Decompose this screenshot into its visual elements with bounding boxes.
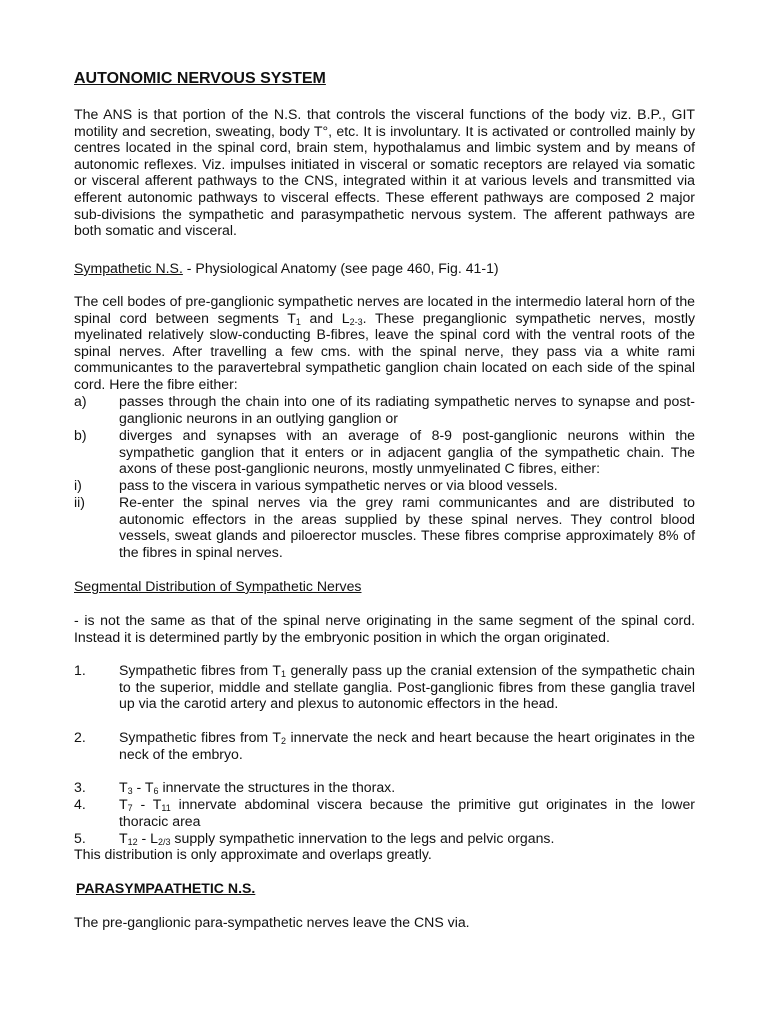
- sympathetic-paragraph: [74, 293, 695, 393]
- subscript: 11: [161, 803, 171, 813]
- text-run: innervate abdominal viscera because the primitive gut originates in the lower thoracic area: [119, 796, 695, 829]
- list-item: [74, 494, 695, 560]
- list-marker: ii): [74, 494, 85, 510]
- list-item-text: [119, 830, 695, 847]
- subscript: 2: [281, 736, 287, 746]
- text-run: and L: [300, 309, 350, 326]
- text-run: T: [119, 779, 128, 795]
- intro-paragraph: The ANS is that portion of the N.S. that controls the visceral functions of the body viz. B.P., GIT motility and secretion, sweating, body T°, etc. It is involuntary. It is activated or controlled mainly by centres located in the spinal cord, brain stem, hypothalamus and limbic system and by means of autonomic reflexes. Viz. impulses initiated in visceral or somatic receptors are relayed via somatic or visceral afferent pathways to the CNS, integrated within it at various levels and transmitted via efferent autonomic pathways to visceral effects. These efferent pathways are composed 2 major sub-divisions the sympathetic and parasympathetic nervous system. The afferent pathways are both somatic and visceral.: [74, 106, 695, 239]
- text-run: The cell bodes of pre-ganglionic sympathetic nerves are located in the intermedio lateral horn of the spinal cord between segments T: [74, 293, 695, 326]
- list-marker: 3.: [74, 779, 86, 795]
- list-item-text: Re-enter the spinal nerves via the grey rami communicantes and are distributed to autonomic effectors in the areas supplied by these spinal nerves. They control blood vessels, sweat glands and piloerector muscles. These fibres comprise approximately 8% of the fibres in spinal nerves.: [119, 494, 695, 560]
- text-run: T: [119, 796, 128, 812]
- list-item: [74, 662, 695, 712]
- list-item-text: [119, 796, 695, 829]
- parasympathetic-heading: [76, 880, 697, 897]
- distribution-note: This distribution is only approximate and overlaps greatly.: [74, 846, 432, 862]
- list-marker: 5.: [74, 830, 86, 846]
- list-item: [74, 796, 695, 829]
- list-marker: i): [74, 477, 82, 493]
- subscript: 2-3: [349, 316, 363, 327]
- list-item: [74, 729, 695, 762]
- text-run: innervate the neck and heart because the heart originates in the neck of the embryo.: [119, 729, 695, 762]
- text-run: - T: [132, 779, 154, 795]
- subscript: 6: [153, 786, 159, 796]
- text-run: - L: [137, 830, 158, 846]
- list-item: [74, 830, 695, 847]
- list-marker: 2.: [74, 729, 86, 745]
- list-item-text: [119, 779, 695, 796]
- text-run: Sympathetic fibres from T: [119, 729, 282, 745]
- list-marker: 4.: [74, 796, 86, 812]
- sympathetic-heading-rest: - Physiological Anatomy (see page 460, Fig. 41-1): [182, 260, 499, 276]
- text-run: - T: [132, 796, 162, 812]
- list-item-text: passes through the chain into one of its radiating sympathetic nerves to synapse and post-ganglionic neurons in an outlying ganglion or: [119, 393, 695, 426]
- text-run: supply sympathetic innervation to the legs and pelvic organs.: [170, 830, 555, 846]
- list-item-text: [119, 729, 695, 762]
- list-marker: 1.: [74, 662, 86, 678]
- parasympathetic-heading-text: PARASYMPAATHETIC N.S.: [76, 880, 256, 896]
- subscript: 1: [295, 316, 301, 327]
- segmental-heading: Segmental Distribution of Sympathetic Nerves: [74, 578, 362, 594]
- subscript: 7: [127, 803, 133, 813]
- list-marker: a): [74, 393, 87, 409]
- segmental-intro: - is not the same as that of the spinal nerve originating in the same segment of the spinal cord. Instead it is determined partly by the embryonic position in which the organ originated.: [74, 612, 695, 645]
- text-run: . These preganglionic sympathetic nerves, mostly myelinated relatively slow-conducting B-fibres, leave the spinal cord with the ventral roots of the spinal nerves. After travelling a few cms. with the spinal nerve, they pass via a white rami communicantes to the paravertebral sympathetic ganglion chain located on each side of the spinal cord. Here the fibre either:: [74, 309, 695, 392]
- sympathetic-heading-line: [74, 260, 695, 277]
- list-item: [74, 779, 695, 796]
- subscript: 12: [127, 837, 138, 847]
- list-item: [74, 393, 695, 426]
- list-item: [74, 477, 695, 494]
- parasympathetic-text: The pre-ganglionic para-sympathetic nerves leave the CNS via.: [74, 914, 470, 930]
- text-run: generally pass up the cranial extension of the sympathetic chain to the superior, middle and stellate ganglia. Post-ganglionic fibres from these ganglia travel up via the carotid artery and plexus to autonomic effectors in the head.: [119, 662, 695, 712]
- subscript: 2/3: [158, 837, 171, 847]
- text-run: Sympathetic fibres from T: [119, 662, 281, 678]
- page-title: AUTONOMIC NERVOUS SYSTEM: [74, 70, 326, 87]
- text-run: innervate the structures in the thorax.: [158, 779, 396, 795]
- list-item-text: [119, 662, 695, 712]
- list-item: [74, 427, 695, 477]
- sympathetic-heading: Sympathetic N.S.: [74, 260, 183, 276]
- text-run: T: [119, 830, 128, 846]
- list-item-text: diverges and synapses with an average of 8-9 post-ganglionic neurons within the sympathetic ganglion that it enters or in adjacent ganglia of the sympathetic chain. The axons of these post-ganglionic neurons, mostly unmyelinated C fibres, either:: [119, 427, 695, 477]
- subscript: 1: [280, 669, 286, 679]
- list-marker: b): [74, 427, 87, 443]
- list-item-text: pass to the viscera in various sympathetic nerves or via blood vessels.: [119, 477, 558, 493]
- subscript: 3: [127, 786, 133, 796]
